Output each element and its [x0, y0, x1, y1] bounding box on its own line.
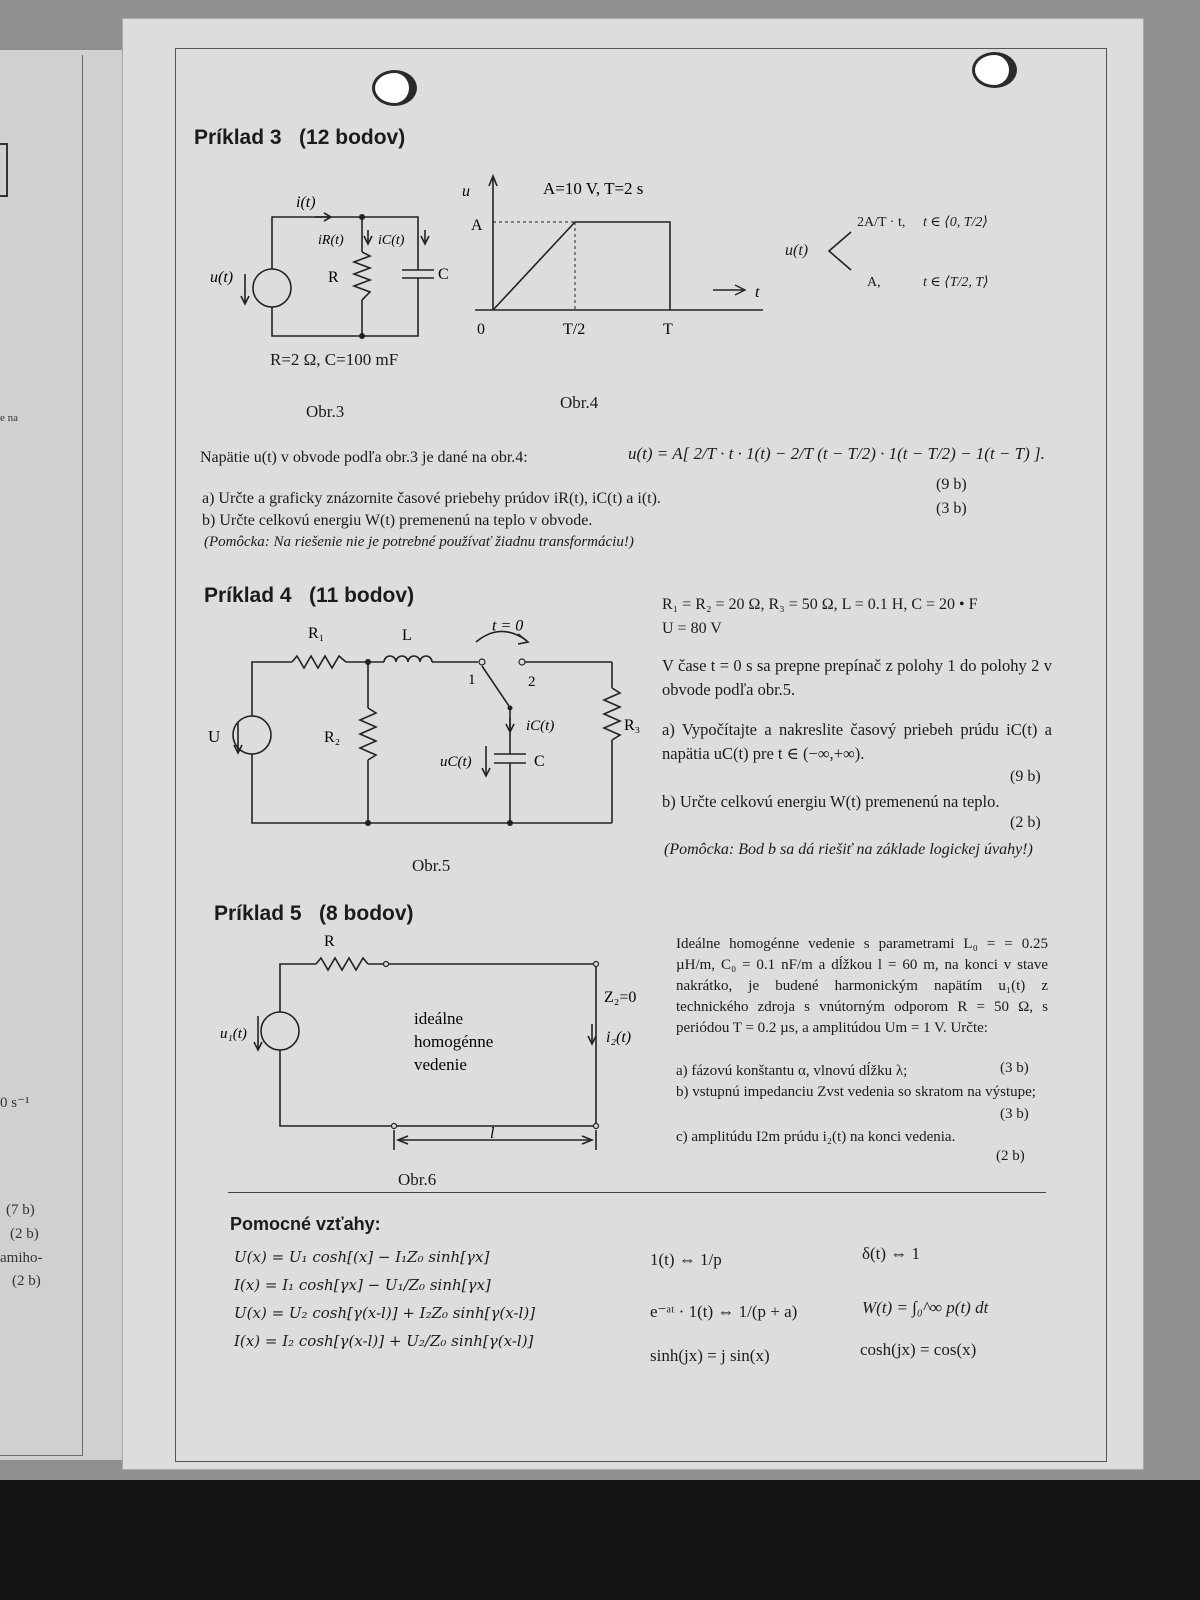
laplace-exponential: e⁻ᵃᵗ · 1(t) ⇔ 1/(p + a): [650, 1302, 798, 1321]
circuit-label: R₁: [308, 625, 325, 642]
circuit-label: l: [490, 1125, 495, 1142]
circuit-label: iR(t): [318, 233, 344, 248]
figure-caption: Obr.4: [560, 393, 599, 412]
circuit-label: U: [208, 727, 221, 746]
previous-page-box: [0, 143, 8, 197]
circuit-label: L: [402, 627, 412, 644]
figure-caption: Obr.3: [306, 402, 345, 421]
problem5-circuit: [208, 928, 648, 1164]
circuit-label: 1: [468, 672, 476, 688]
laplace-delta: δ(t) ⇔ 1: [862, 1244, 921, 1263]
left-fragment: (2 b): [10, 1226, 39, 1242]
problem3-circuit: [210, 190, 470, 370]
circuit-label: iC(t): [526, 718, 555, 734]
problem5-heading: Príklad 5 (8 bodov): [214, 902, 414, 925]
circuit-label: u(t): [210, 269, 234, 286]
circuit-label: C: [438, 266, 449, 283]
figure-caption: Obr.6: [398, 1170, 437, 1189]
energy-formula: W(t) = ∫₀^∞ p(t) dt: [862, 1298, 989, 1317]
points: (3 b): [1000, 1106, 1029, 1122]
problem3-hint: (Pomôcka: Na riešenie nie je potrebné používať žiadnu transformáciu!): [204, 534, 634, 550]
circuit-params: R=2 Ω, C=100 mF: [270, 350, 399, 369]
problem3-statement: Napätie u(t) v obvode podľa obr.3 je dané na obr.4:: [200, 449, 528, 466]
problem4-params: U = 80 V: [662, 620, 722, 637]
problem5-task-c: c) amplitúdu I2m prúdu i₂(t) na konci vedenia.: [676, 1129, 956, 1145]
problem4-params: R₁ = R₂ = 20 Ω, R₃ = 50 Ω, L = 0.1 H, C = 20 • F: [662, 596, 978, 613]
piecewise-case2: A,: [867, 275, 881, 290]
problem4-task-a: a) Vypočítajte a nakreslite časový priebeh prúdu iC(t) a napätia uC(t) pre t ∈ (−∞,+∞).: [662, 720, 1052, 763]
points: (2 b): [1010, 814, 1041, 831]
line-equation: U(x) = U₁ cosh[(x] − I₁Z₀ sinh[γx]: [234, 1248, 490, 1266]
line-equation: U(x) = U₂ cosh[γ(x-l)] + I₂Z₀ sinh[γ(x-l)]: [234, 1304, 536, 1322]
left-fragment: 0 s⁻¹: [0, 1095, 30, 1111]
circuit-label: R₂: [324, 729, 341, 746]
left-fragment: (2 b): [12, 1273, 41, 1289]
points: (9 b): [1010, 768, 1041, 785]
line-equation: I(x) = I₂ cosh[γ(x-l)] + U₂/Z₀ sinh[γ(x-l)]: [234, 1332, 534, 1350]
level-label: A: [471, 217, 483, 234]
circuit-label: t = 0: [492, 617, 524, 635]
previous-page-frame: [0, 55, 83, 1456]
problem4-circuit: [200, 618, 640, 838]
bottom-shadow: [0, 1480, 1200, 1600]
problem3-formula: u(t) = A[ 2/T · t · 1(t) − 2/T (t − T/2) · 1(t − T/2) − 1(t − T) ].: [628, 444, 1045, 463]
problem4-hint: (Pomôcka: Bod b sa dá riešiť na základe logickej úvahy!): [664, 841, 1033, 858]
circuit-label: C: [534, 753, 545, 770]
circuit-label: i₂(t): [606, 1029, 632, 1046]
axis-label: t: [755, 284, 760, 301]
identity-cosh: cosh(jx) = cos(x): [860, 1340, 977, 1359]
circuit-label: iC(t): [378, 233, 405, 248]
circuit-label: 2: [528, 674, 536, 690]
laplace-unit-step: 1(t) ⇔ 1/p: [650, 1250, 722, 1269]
circuit-label: R₃: [624, 717, 641, 734]
identity-sinh: sinh(jx) = j sin(x): [650, 1346, 770, 1365]
separator: [228, 1192, 1046, 1193]
problem3-heading: Príklad 3 (12 bodov): [194, 126, 406, 149]
line-text: homogénne: [414, 1032, 494, 1051]
piecewise-lhs: u(t): [785, 242, 809, 259]
circuit-label: i(t): [296, 194, 316, 211]
problem5-description: Ideálne homogénne vedenie s parametrami L₀ = = 0.25 µH/m, C₀ = 0.1 nF/m a dĺžkou l = 60 m, na konci v stave nakrátko, je budené harmonickým napätím u₁(t) z technického zdroja s vnútorným odporom R = 50 Ω, s periódou T = 0.2 µs, a amplitúdou Um = 1 V. Určte:: [676, 936, 1048, 1036]
brace-icon: [825, 228, 855, 274]
punch-hole: [372, 70, 417, 106]
line-equation: I(x) = I₁ cosh[γx] − U₁/Z₀ sinh[γx]: [234, 1276, 491, 1294]
problem4-description: V čase t = 0 s sa prepne prepínač z polohy 1 do polohy 2 v obvode podľa obr.5.: [662, 656, 1052, 699]
punch-hole: [972, 52, 1017, 88]
left-fragment: e na: [0, 412, 19, 424]
tick-label: T: [663, 321, 673, 338]
problem4-heading: Príklad 4 (11 bodov): [204, 584, 415, 607]
problem3-task-b: b) Určte celkovú energiu W(t) premenenú na teplo v obvode.: [202, 512, 593, 529]
tick-label: 0: [477, 321, 485, 338]
piecewise-definition: [785, 200, 1005, 310]
piecewise-range1: t ∈ ⟨0, T/2⟩: [923, 215, 988, 230]
circuit-label: R: [328, 269, 339, 286]
left-fragment: amiho-: [0, 1250, 43, 1266]
points: (9 b): [936, 476, 967, 493]
helpers-heading: Pomocné vzťahy:: [230, 1214, 381, 1234]
axis-label: u: [462, 183, 470, 200]
points: (3 b): [936, 500, 967, 517]
line-text: ideálne: [414, 1009, 464, 1028]
circuit-label: uC(t): [440, 754, 472, 770]
problem4-task-b: b) Určte celkovú energiu W(t) premenenú na teplo.: [662, 792, 1000, 811]
circuit-label: Z₂=0: [604, 989, 637, 1006]
piecewise-range2: t ∈ ⟨T/2, T⟩: [923, 275, 989, 290]
waveform-title: A=10 V, T=2 s: [543, 179, 644, 198]
left-fragment: (7 b): [6, 1202, 35, 1218]
problem5-task-a: a) fázovú konštantu α, vlnovú dĺžku λ;: [676, 1063, 908, 1079]
problem3-task-a: a) Určte a graficky znázornite časové priebehy prúdov iR(t), iC(t) a i(t).: [202, 490, 661, 507]
circuit-label: u₁(t): [220, 1026, 247, 1042]
points: (2 b): [996, 1148, 1025, 1164]
problem3-waveform: [462, 170, 775, 350]
line-text: vedenie: [414, 1055, 467, 1074]
piecewise-case1: 2A/T · t,: [857, 215, 906, 230]
circuit-label: R: [324, 933, 335, 950]
points: (3 b): [1000, 1060, 1029, 1076]
problem5-task-b: b) vstupnú impedanciu Zvst vedenia so skratom na výstupe;: [676, 1084, 1036, 1100]
tick-label: T/2: [563, 321, 586, 338]
figure-caption: Obr.5: [412, 856, 451, 875]
